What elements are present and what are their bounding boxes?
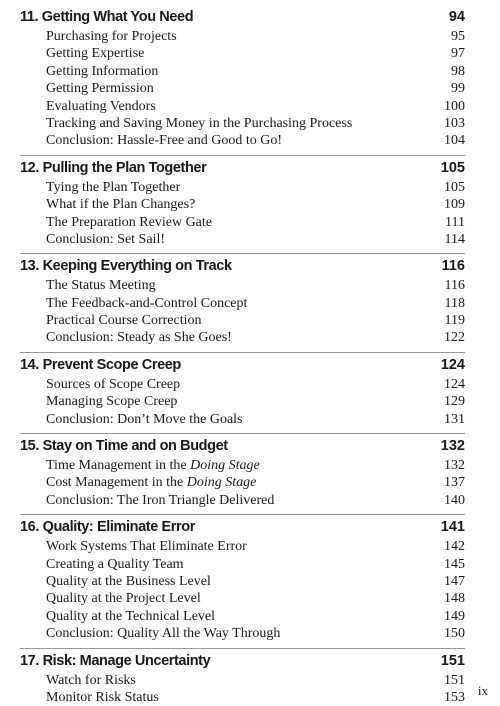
section-page-number: 151 bbox=[444, 672, 465, 688]
section-entry bbox=[20, 590, 465, 607]
section-page-number: 147 bbox=[444, 573, 465, 589]
section-title: Conclusion: Hassle-Free and Good to Go! bbox=[46, 133, 283, 149]
chapter-17 bbox=[20, 648, 465, 706]
section-page-number: 98 bbox=[451, 63, 465, 79]
section-entry bbox=[20, 538, 465, 555]
chapter-14 bbox=[20, 352, 465, 428]
section-page-number: 129 bbox=[444, 394, 465, 410]
section-entry bbox=[20, 80, 465, 97]
section-entry bbox=[20, 411, 465, 428]
section-title: Conclusion: Don’t Move the Goals bbox=[46, 411, 243, 427]
section-page-number: 153 bbox=[444, 689, 465, 705]
section-title: The Feedback-and-Control Concept bbox=[46, 295, 248, 311]
section-entry bbox=[20, 63, 465, 80]
chapter-heading bbox=[20, 355, 465, 376]
section-entry bbox=[20, 672, 465, 689]
section-title: Practical Course Correction bbox=[46, 313, 202, 329]
chapter-title: 12. Pulling the Plan Together bbox=[20, 159, 207, 176]
chapter-12 bbox=[20, 155, 465, 249]
section-entry bbox=[20, 376, 465, 393]
section-title: Work Systems That Eliminate Error bbox=[46, 539, 247, 555]
section-title: Creating a Quality Team bbox=[46, 556, 184, 572]
section-title: Watch for Risks bbox=[46, 672, 136, 688]
chapter-heading bbox=[20, 158, 465, 179]
section-page-number: 140 bbox=[444, 492, 465, 508]
section-title: Getting Information bbox=[46, 63, 159, 79]
section-entry bbox=[20, 573, 465, 590]
section-title: Getting Permission bbox=[46, 81, 154, 97]
section-entry bbox=[20, 132, 465, 149]
section-page-number: 99 bbox=[451, 81, 465, 97]
section-page-number: 116 bbox=[444, 278, 465, 294]
chapter-title: 16. Quality: Eliminate Error bbox=[20, 519, 195, 536]
section-title: Quality at the Technical Level bbox=[46, 608, 216, 624]
section-title: Conclusion: Quality All the Way Through bbox=[46, 626, 281, 642]
section-title: Conclusion: Set Sail! bbox=[46, 231, 165, 247]
section-title: Conclusion: Steady as She Goes! bbox=[46, 330, 232, 346]
section-entry bbox=[20, 393, 465, 410]
section-page-number: 132 bbox=[444, 458, 465, 474]
section-entry bbox=[20, 689, 465, 706]
section-page-number: 95 bbox=[451, 29, 465, 44]
chapter-title: 17. Risk: Manage Uncertainty bbox=[20, 652, 211, 669]
section-page-number: 111 bbox=[445, 214, 465, 230]
chapter-page-number: 141 bbox=[440, 519, 465, 536]
section-page-number: 148 bbox=[444, 591, 465, 607]
section-entry bbox=[20, 457, 465, 474]
section-entry bbox=[20, 608, 465, 625]
section-page-number: 137 bbox=[444, 475, 465, 491]
section-title: Quality at the Business Level bbox=[46, 573, 211, 589]
section-entry bbox=[20, 214, 465, 231]
section-page-number: 97 bbox=[451, 46, 465, 62]
section-entry bbox=[20, 115, 465, 132]
section-title: Monitor Risk Status bbox=[46, 689, 159, 705]
section-title bbox=[46, 457, 260, 474]
section-title: The Preparation Review Gate bbox=[46, 214, 212, 230]
chapter-title: 15. Stay on Time and on Budget bbox=[20, 438, 228, 455]
section-title-text: Cost Management in the bbox=[46, 475, 187, 491]
section-entry bbox=[20, 312, 465, 329]
section-title-emphasis: Doing Stage bbox=[190, 458, 260, 474]
section-entry bbox=[20, 231, 465, 248]
chapter-title: 14. Prevent Scope Creep bbox=[20, 356, 181, 373]
section-title: Quality at the Project Level bbox=[46, 591, 201, 607]
section-page-number: 118 bbox=[444, 295, 465, 311]
chapter-page-number: 132 bbox=[440, 438, 465, 455]
section-entry bbox=[20, 277, 465, 294]
section-title: Tying the Plan Together bbox=[46, 179, 181, 195]
section-title: What if the Plan Changes? bbox=[46, 197, 196, 213]
chapter-page-number: 105 bbox=[440, 159, 465, 176]
section-entry bbox=[20, 295, 465, 312]
chapter-title: 13. Keeping Everything on Track bbox=[20, 258, 232, 275]
section-title: Sources of Scope Creep bbox=[46, 376, 181, 392]
section-page-number: 142 bbox=[444, 539, 465, 555]
section-entry bbox=[20, 45, 465, 62]
section-title: The Status Meeting bbox=[46, 278, 156, 294]
section-entry bbox=[20, 28, 465, 45]
section-title-emphasis: Doing Stage bbox=[186, 475, 257, 491]
chapter-15 bbox=[20, 433, 465, 509]
chapter-page-number: 151 bbox=[440, 652, 465, 669]
page-folio: ix bbox=[477, 683, 488, 698]
chapter-heading bbox=[20, 7, 465, 28]
section-entry bbox=[20, 179, 465, 196]
section-title: Conclusion: The Iron Triangle Delivered bbox=[46, 492, 275, 508]
section-page-number: 119 bbox=[444, 313, 465, 329]
chapter-heading bbox=[20, 651, 465, 672]
section-entry bbox=[20, 474, 465, 491]
chapter-heading bbox=[20, 436, 465, 457]
section-page-number: 149 bbox=[444, 608, 465, 624]
section-entry bbox=[20, 329, 465, 346]
section-page-number: 122 bbox=[444, 330, 465, 346]
section-title: Tracking and Saving Money in the Purchasing Process bbox=[46, 115, 353, 131]
chapter-title: 11. Getting What You Need bbox=[20, 9, 194, 25]
chapter-11 bbox=[20, 7, 465, 150]
section-title: Getting Expertise bbox=[46, 46, 145, 62]
table-of-contents bbox=[20, 7, 465, 706]
section-page-number: 145 bbox=[444, 556, 465, 572]
section-entry bbox=[20, 625, 465, 642]
section-page-number: 109 bbox=[444, 197, 465, 213]
chapter-page-number: 124 bbox=[440, 356, 465, 373]
section-page-number: 131 bbox=[444, 411, 465, 427]
section-page-number: 150 bbox=[444, 626, 465, 642]
section-entry bbox=[20, 556, 465, 573]
chapter-heading bbox=[20, 517, 465, 538]
section-page-number: 105 bbox=[444, 179, 465, 195]
chapter-16 bbox=[20, 514, 465, 642]
section-title: Managing Scope Creep bbox=[46, 394, 178, 410]
section-entry bbox=[20, 492, 465, 509]
section-title-text: Time Management in the bbox=[46, 458, 191, 474]
section-title: Evaluating Vendors bbox=[46, 98, 156, 114]
chapter-heading bbox=[20, 256, 465, 277]
section-page-number: 100 bbox=[444, 98, 465, 114]
section-title: Purchasing for Projects bbox=[46, 29, 177, 44]
chapter-page-number: 94 bbox=[448, 9, 465, 25]
section-page-number: 104 bbox=[444, 133, 465, 149]
section-page-number: 114 bbox=[444, 231, 465, 247]
section-entry bbox=[20, 196, 465, 213]
chapter-page-number: 116 bbox=[441, 258, 465, 275]
section-page-number: 124 bbox=[444, 376, 465, 392]
section-title bbox=[46, 474, 256, 491]
section-entry bbox=[20, 98, 465, 115]
section-page-number: 103 bbox=[444, 115, 465, 131]
chapter-13 bbox=[20, 253, 465, 347]
